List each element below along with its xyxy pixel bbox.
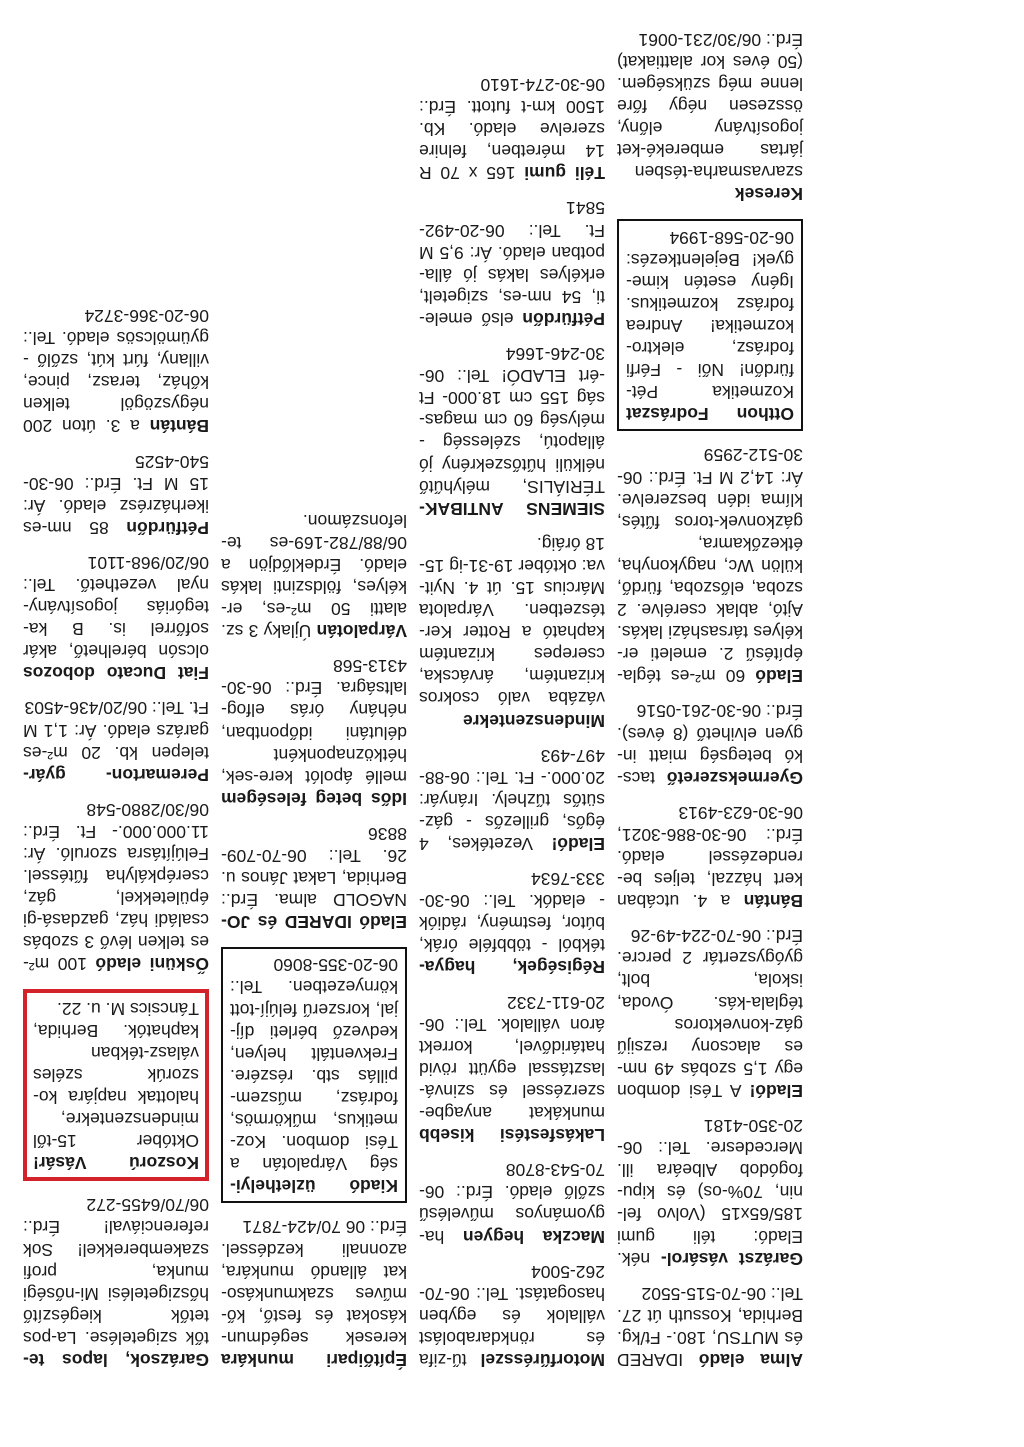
ad-cattle-workers [617, 29, 803, 206]
ad-garage-wanted [617, 1115, 803, 1270]
ad-text: olcsón bérelhető, akár sofőrrel is. B ka-tegóriás jogosítvány-nyal vezethető. Tel.: 06/20/968-1101 [23, 552, 209, 662]
ad-column-3 [419, 61, 605, 1371]
ad-keyword: Bántán [743, 891, 803, 912]
ad-antiques [419, 868, 605, 978]
ad-keyword: Garázsok, lapos te- [23, 1350, 209, 1370]
ad-brick-flat [617, 444, 803, 687]
ad-dachshund [617, 700, 803, 788]
ad-keyword: Eladó [755, 666, 803, 687]
ad-keyword: Építőipari munkára [221, 1350, 407, 1370]
ad-text: vázába való csokros krizantém, árvácska, cserepes krizantém kapható a Rotter Ker-tészetben. Várpalota Március 15. út 4. Nyit-va: október 19-31-ig 15-18 óráig. [419, 533, 605, 709]
ad-text: Vezetékes, 4 égős, grillezős - gáz-sütős tűzhely. Irányár: 20.000.- Ft. Tel.: 06-88-497-493 [419, 745, 605, 855]
ad-house-painting [419, 992, 605, 1147]
ad-text: A Tési dombon egy 1,5 szobás 49 nm-es alacsony rezsijű gáz-konvektoros téglala-kás. Óvoda, iskola, bolt, gyógyszertár 2 percre. Érd.: 06-70-224-49-26 [617, 926, 803, 1101]
ad-tesi-dombon-flat [617, 925, 803, 1102]
ad-text: mellé ápolót kere-sek, hétköznaponként délutáni időpontban, néhány órás elfog-laltságra. Érd.: 06-30-4313-568 [221, 656, 407, 787]
ad-keyword: Pétfürdőn [126, 517, 209, 538]
ad-keyword: Lakásfestési kisebb [419, 1125, 605, 1146]
ad-text: tacs-kó betegség miatt in-gyen elvihető (8 éves). Érd.: 06-30-261-0516 [617, 701, 803, 788]
ad-keyword: Idős beteg feleségem [221, 788, 407, 809]
ad-keyword: Motorfűrésszel [480, 1350, 605, 1370]
ad-keyword: Bántán [149, 416, 209, 437]
ad-text: telepen kb. 20 m²-es garázs eladó. Ár: 1,1 M Ft. Tel.: 06/20/436-4503 [23, 698, 209, 763]
ad-keyword: Garázst vásárol- [660, 1248, 803, 1269]
ad-text: tők szigetelése. La-pos tetők kiegészítő hőszigetelési Mi-nőségi munka, profi szakemberekkel! Sok referenciával! Érd.: 06/70/6455-272 [23, 1195, 209, 1348]
ad-keyword: Várpalotán [316, 621, 407, 642]
ad-keyword: Koszorú Vásár! [33, 1153, 199, 1174]
ad-keyword: Pétfürdőn [522, 308, 605, 329]
ad-text: szarvasmarha-tésben jártas embereké-ket jogosítvány előny, összesen négy főre lenne még szükségem. (50 éves kor alattiakat) Érd.: 06/30/231-0061 [617, 29, 803, 183]
ad-keyword: Otthon Fodrászat [626, 404, 794, 425]
ad-keyword: Eladó! [749, 1080, 803, 1101]
ad-text: TÉRIÁLIS, mélyhűtő nélküli hűtőszekrény jó állapotú, szélesség - mélység 60 cm magas-ság 155 cm 18.000- Ft -ért ELADÓ! Tel.: 06-30-246-1664 [419, 344, 605, 497]
ad-keyword: Peremarton- gyár- [23, 764, 209, 785]
ad-peremarton-garage [23, 697, 209, 785]
ad-keyword: Eladó! [551, 834, 605, 855]
ad-winter-tires [419, 74, 605, 184]
ad-keyword: SIEMENS ANTIBAK- [419, 498, 605, 519]
ad-column-2 [221, 497, 407, 1371]
ad-text: első emele-ti, 54 nm-es, szigetelt, erkélyes lakás jó álla-potban eladó. Ár: 9,5 M Ft. Tel.: 06-20-492-5841 [419, 198, 605, 329]
ad-text: tű-zifa és rönkdarabolást vállalok és egyben hasogatást. Tel.: 06-70-262-5004 [419, 1261, 605, 1370]
ad-banta-stone-house [23, 305, 209, 438]
ad-shop-for-rent-boxed [221, 947, 407, 1203]
ad-column-4 [617, 16, 803, 1371]
ad-home-hairdresser-boxed [617, 220, 803, 432]
ad-text: Újlaky 3 sz. alatti 50 m²-es, er-kélyes, földszinti lakás eladó. Érdeklődjön a 06/88/782-169-es te-lefonszámon. [221, 510, 407, 642]
ad-petfurdo-flat [419, 197, 605, 330]
ad-keyword: Keresek [734, 184, 803, 205]
ad-text: 85 nm-es ikerházrész eladó. Ár: 15 M Ft. Érd.: 06-30-540-4525 [23, 451, 209, 538]
ad-firewood-cutting [419, 1261, 605, 1371]
ad-caregiver-wanted [221, 655, 407, 810]
ad-keyword: Gyermekszerető [666, 767, 803, 788]
ad-chrysanthemums [419, 533, 605, 732]
ad-column-1 [23, 292, 209, 1371]
ad-keyword: Fiat Ducato dobozos [23, 663, 209, 684]
ad-apples-idared-jonagold [221, 823, 407, 933]
ad-text: nék. Eladó: téli gumi 185/65x15 (Volvo fel-nin, 70%-os) és kipu-fogódob Albeára ill. Mercedesre. Tel.: 06-20-350-4181 [617, 1116, 803, 1269]
ad-text: tékból - többféle órák, bútor, festmény, rádiók - eladók. Tel.: 06-30-333-7634 [419, 869, 605, 956]
ad-text: Október 15-től mindenszentekre, halottak napjára ko-szorúk széles válasz-tékban kaphatók. Berhida, Táncsics M. u. 22. [33, 998, 199, 1152]
ad-keyword: Maczka hegyen [462, 1226, 605, 1247]
ad-siemens-fridge [419, 343, 605, 520]
ad-text: a 4. utcában kert házzal, teljes be-rendezéssel eladó. Érd.: 06-30-886-3021, 06-30-623-4913 [617, 802, 803, 912]
ad-text: a 3. úton 200 négyszögöl telken kőház, terasz, pince, villany, fúrt kút, szőlő - gyümölcsös eladó. Tel.: 06-20-366-3724 [23, 305, 209, 437]
ad-wreath-sale-highlighted [23, 990, 209, 1182]
ad-fiat-ducato-rental [23, 552, 209, 685]
ad-text: Kozmetika Pét-fürdőn! Női - Férfi fodrász, elektro-kozmetika! Andrea fodrász kozmetikus. Igény esetén kime-gyek! Bejelentkezés: 06-20-568-1994 [626, 227, 794, 403]
ad-varpalota-flat [221, 510, 407, 643]
ad-maczka-vineyard [419, 1159, 605, 1247]
ad-text: ség Várpalotán a Tési dombon. Koz-metikus, műkörmös, fodrász, műszem-pillás stb. részére. Frekventált helyen, kedvező bérleti díj-jal, korszerű felújí-tott környezetben. Tel.: 06-20-355-8060 [230, 955, 398, 1175]
ad-oskun-house [23, 799, 209, 976]
ad-keyword: Alma eladó [698, 1350, 803, 1370]
ad-text: NAGOLD alma. Érd.: Berhida, Lakat János u. 26. Tel.: 06-70-709-8836 [221, 823, 407, 911]
ad-keyword: Ősküni eladó [95, 954, 209, 975]
ad-text: 100 m²-es telken lévő 3 szobás családi ház, gazdasá-gi épületekkel, gáz, cserépkályha fűtéssel. Felújításra szoruló. Ár: 11.000.000.- Ft. Érd.: 06/30/2880-548 [22, 799, 209, 975]
ad-text: IDARED és MUTSU, 180.- Ft/kg. Berhida, Kossuth út 27. Tel.: 06-70-515-5502 [617, 1283, 803, 1370]
ad-text: keresek segédmun-kásokat és festő, kő-műves szakmunkáso-kat állandó munkára, azonnali kezdéssel. Érd.: 06 70/424-7871 [221, 1217, 407, 1348]
ad-gas-stove [419, 745, 605, 855]
ad-keyword: Mindenszentekre [463, 710, 605, 731]
ad-text: 60 m²-es tégla-építésű 2. emeleti er-kélyes társasházi lakás. Ajtó, ablak cserélve. 2 szoba, előszoba, fürdő, külön Wc, nagykonyha, étkezőkamra, gázkonvek-toros fűtés, klíma idén beszerelve. Ár: 14,2 M Ft. Érd.: 06-30-512-2959 [617, 445, 803, 687]
ad-text: munkákat anyagbe-szerzéssel és szinvá-lasztással együtt rövid határidővel, korrekt áron vállalok. Tel.: 06-20-611-7332 [419, 992, 605, 1124]
ad-text: ha-gyományos művelésű szőlő eladó. Érd.: 06-70-543-8708 [419, 1160, 605, 1247]
ad-keyword: Kiadó üzlethelyi- [230, 1176, 398, 1197]
ad-construction-workers [221, 1216, 407, 1371]
ad-apples-idared-mutsu [617, 1283, 803, 1371]
ad-petfurdo-semidetached [23, 450, 209, 538]
ad-garage-roof-insulation [23, 1194, 209, 1371]
ad-keyword: Régiségek, hagya- [419, 957, 605, 978]
ad-keyword: Téli gumi [524, 163, 605, 184]
ad-text: 165 x 70 R 14 méretben, felnire szerelve eladó. Kb. 1500 km-t futott. Érd.: 06-30-274-1610 [419, 75, 605, 184]
ad-keyword: Eladó IDARED és JO- [221, 912, 407, 933]
ad-banta-garden-house [617, 802, 803, 912]
